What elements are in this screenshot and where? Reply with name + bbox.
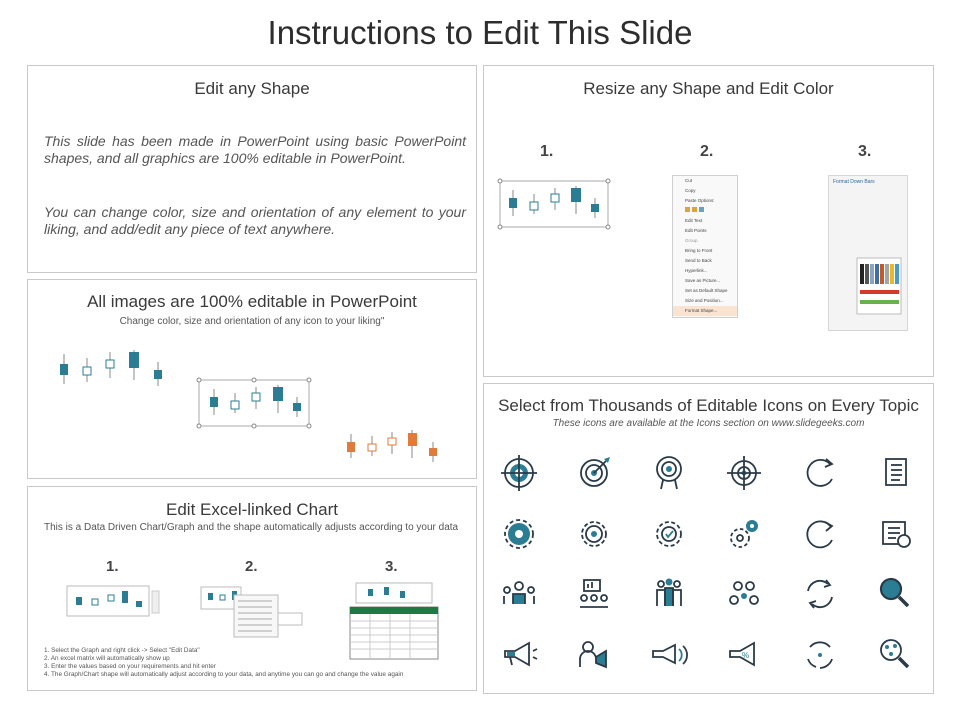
- cycle-arrows-icon[interactable]: [808, 580, 832, 608]
- context-menu-item[interactable]: Set as Default Shape: [685, 288, 728, 293]
- rotate-arrow-icon[interactable]: [808, 459, 832, 486]
- excel-thumb-context-menu: [200, 583, 304, 639]
- resize-step-number-3: 3.: [858, 143, 872, 160]
- icons-heading: Select from Thousands of Editable Icons on Every Topic: [498, 396, 919, 415]
- excel-description: This is a Data Driven Chart/Graph and the shape automatically adjusts according to your data: [44, 522, 459, 533]
- excel-step-2: 2. An excel matrix will automatically show up: [44, 655, 170, 662]
- context-menu-item[interactable]: Size and Position...: [685, 298, 724, 303]
- gear-eye-icon[interactable]: [582, 522, 606, 546]
- resize-step-number-2: 2.: [700, 143, 714, 160]
- images-panel: [27, 279, 477, 479]
- megaphone-percent-icon[interactable]: [730, 643, 754, 665]
- context-menu-item-highlighted[interactable]: Format Shape...: [673, 306, 737, 316]
- team-network-icon[interactable]: [730, 582, 758, 604]
- edit-shape-paragraph-2: You can change color, size and orientation of any element to your liking, and add/edit any piece of text anywhere.: [44, 204, 466, 237]
- svg-text:%: %: [742, 651, 750, 660]
- circular-arrows-icon[interactable]: [808, 642, 832, 668]
- target-stand-icon[interactable]: [657, 457, 681, 489]
- target-icon[interactable]: [501, 455, 537, 491]
- context-menu: [672, 175, 738, 318]
- excel-panel: [27, 486, 477, 691]
- megaphone-icon[interactable]: [505, 643, 537, 665]
- gear-check-icon[interactable]: [657, 522, 681, 546]
- context-menu-item[interactable]: Copy: [685, 188, 696, 193]
- magnifier-network-icon[interactable]: [881, 640, 908, 667]
- candlestick-shape-orange: [344, 430, 444, 464]
- excel-step-number-2: 2.: [245, 558, 258, 575]
- excel-step-3: 3. Enter the values based on your requirements and hit enter: [44, 663, 216, 670]
- format-pane: [828, 175, 908, 331]
- crosshair-icon[interactable]: [727, 456, 761, 490]
- edit-shape-panel: [27, 65, 477, 273]
- slide-title: Instructions to Edit This Slide: [267, 14, 693, 51]
- presentation-team-icon[interactable]: [580, 580, 608, 607]
- icons-subheading: These icons are available at the Icons section on www.slidegeeks.com: [552, 418, 865, 429]
- excel-steps-list: [44, 647, 403, 679]
- resize-heading: Resize any Shape and Edit Color: [583, 79, 834, 98]
- context-menu-item[interactable]: Hyperlink...: [685, 268, 708, 273]
- context-menu-item[interactable]: Paste Options:: [685, 198, 715, 203]
- checklist-doc-icon[interactable]: [886, 459, 906, 485]
- user-megaphone-icon[interactable]: [580, 642, 606, 667]
- excel-step-number-1: 1.: [106, 558, 119, 575]
- excel-step-1: 1. Select the Graph and right click -> Select "Edit Data": [44, 647, 200, 654]
- checklist-gear-icon[interactable]: [883, 522, 910, 547]
- images-heading: All images are 100% editable in PowerPoint: [87, 292, 417, 311]
- icon-grid: [483, 383, 934, 694]
- excel-step-number-3: 3.: [385, 558, 398, 575]
- context-menu-item[interactable]: Edit Text: [685, 218, 703, 223]
- gears-icon[interactable]: [731, 520, 758, 547]
- context-menu-item[interactable]: Save as Picture...: [685, 278, 721, 283]
- excel-thumb-chart: [66, 585, 160, 619]
- candlestick-shape-teal: [56, 350, 176, 390]
- edit-shape-paragraph-1: This slide has been made in PowerPoint using basic PowerPoint shapes, and all graphics are 100% editable in PowerPoint.: [44, 133, 466, 166]
- resize-step-number-1: 1.: [540, 143, 554, 160]
- color-palette[interactable]: [857, 258, 901, 314]
- candlestick-shape-selected[interactable]: [198, 379, 310, 427]
- format-pane-title: Format Down Bars: [833, 179, 875, 185]
- gear-icon[interactable]: [505, 520, 533, 548]
- context-menu-item[interactable]: Cut: [685, 178, 693, 183]
- paste-options-icons[interactable]: [673, 206, 737, 216]
- excel-heading: Edit Excel-linked Chart: [166, 500, 338, 519]
- context-menu-item[interactable]: Group: [685, 238, 698, 243]
- images-subheading: Change color, size and orientation of any icon to your liking": [119, 316, 385, 327]
- edit-shape-heading: Edit any Shape: [194, 79, 310, 98]
- target-arrow-icon[interactable]: [581, 457, 610, 486]
- context-menu-item[interactable]: Send to Back: [685, 258, 712, 263]
- team-presenter-icon[interactable]: [504, 582, 534, 604]
- resize-shape-selected[interactable]: [499, 180, 609, 228]
- context-menu-item[interactable]: Edit Points: [685, 228, 707, 233]
- excel-step-4: 4. The Graph/Chart shape will automatically adjust according to your data, and anytime you can go and change the value again: [44, 671, 404, 678]
- refresh-icon[interactable]: [807, 521, 832, 547]
- magnifier-icon[interactable]: [881, 579, 908, 606]
- resize-panel: [483, 65, 934, 377]
- context-menu-item[interactable]: Bring to Front: [685, 248, 713, 253]
- speaker-waves-icon[interactable]: [653, 645, 687, 664]
- people-group-icon[interactable]: [657, 579, 681, 607]
